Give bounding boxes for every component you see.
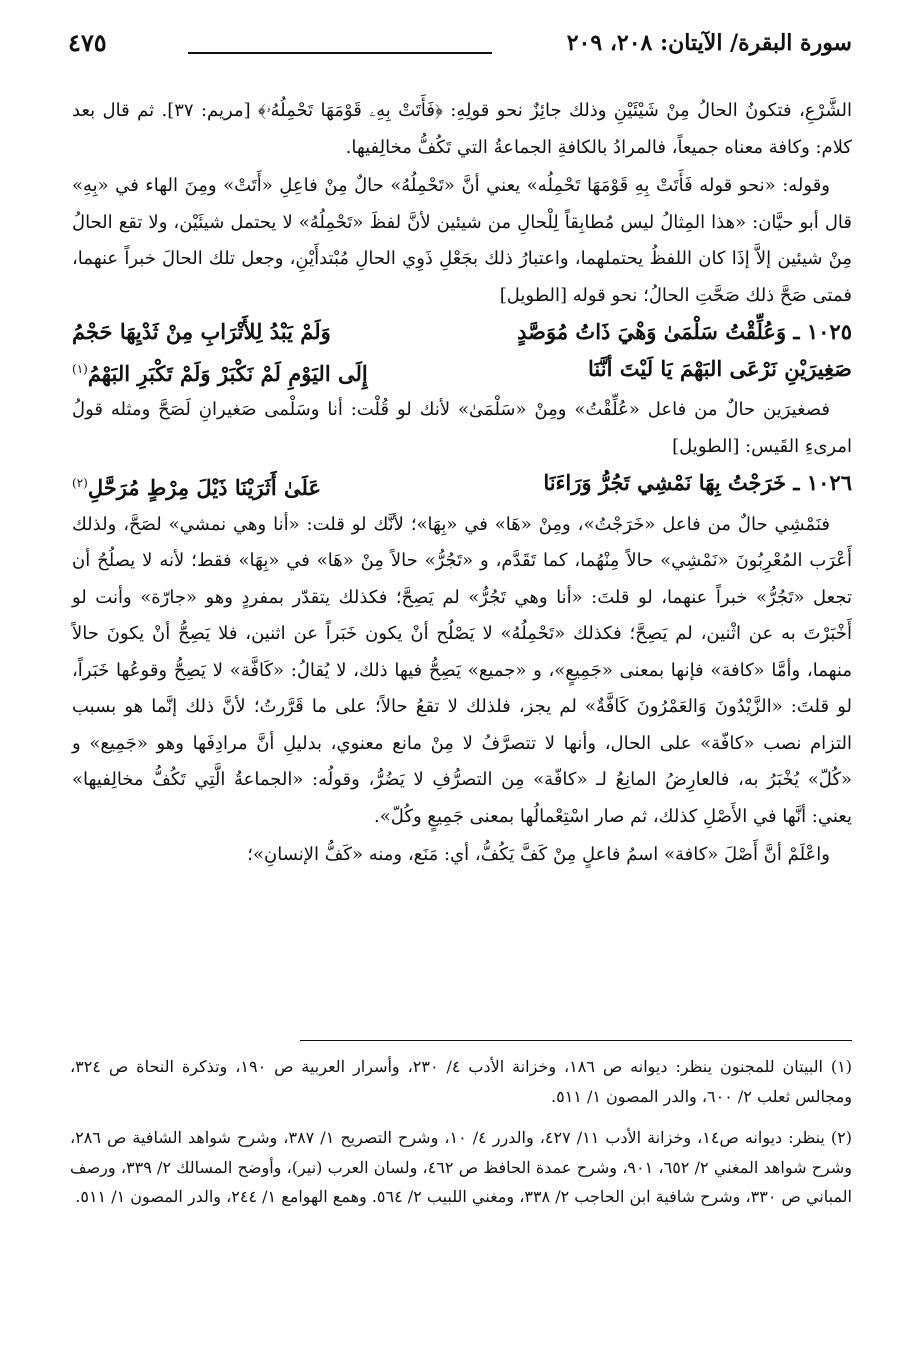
footnote-1: (١) البيتان للمجنون ينظر: ديوانه ص ١٨٦، وخزانة الأدب ٤/ ٢٣٠، وأسرار العربية ص ١٩٠، وتذكرة النحاة ص ٣٢٤، ومجالس ثعلب ٢/ ٦٠٠، والدر المصون ١/ ٥١١. bbox=[70, 1057, 853, 1106]
paragraph-5: واعْلَمْ أنَّ أَصْلَ «كافة» اسمُ فاعلٍ مِنْ كَفَّ يَكُفُّ، أي: مَنَع، ومنه «كَفُّ الإنسانِ»؛ bbox=[247, 844, 830, 865]
page-number: ٤٧٥ bbox=[68, 28, 107, 57]
footnote-ref-1: (١) bbox=[72, 361, 88, 376]
verse-1025-fourth-hemistich bbox=[72, 351, 368, 393]
running-title: سورة البقرة/ الآيتان: ٢٠٨، ٢٠٩ bbox=[566, 30, 852, 56]
header-rule bbox=[188, 52, 492, 54]
verse-1026-line bbox=[72, 465, 852, 507]
verse-1025-first-hemistich: ١٠٢٥ ـ وَعُلِّقْتُ سَلْمَىٰ وَهْيَ ذَاتُ مُوَصَّدٍ bbox=[517, 319, 852, 344]
verse-1025-line-1 bbox=[72, 314, 852, 351]
paragraph-1: الشَّرْعِ، فتكونُ الحالُ مِنْ شَيْئَيْنِ وذلك جائِزٌ نحو قولِهِ: ﴿فَأَتَتْ بِهِۦ قَوْمَهَا تَحْمِلُهُۥ﴾ [مريم: ٣٧]. ثم قال بعد كلام: وكافة معناه جميعاً، فالمرادُ بالكافةِ الجماعةُ التي تَكُفُّ مخالِفيها. bbox=[72, 100, 852, 158]
verse-1026-second-hemistich bbox=[72, 465, 321, 507]
verse-1025-second-hemistich: وَلَمْ يَبْدُ لِلأَتْرَابِ مِنْ ثَدْيِهَا حَجْمُ bbox=[72, 319, 331, 344]
verse-1026-second-text: عَلَىٰ أَثَرَيْنَا ذَيْلَ مِرْطٍ مُرَحَّلِ bbox=[87, 475, 321, 500]
paragraph-2: وقوله: «نحو قوله فَأَتَتْ بِهِ قَوْمَهَا تَحْمِلُه» يعني أنَّ «تَحْمِلُهُ» حالٌ مِنْ فاعِلِ «أَتَتْ» ومِنَ الهاء في «بِهِ» قال أبو حيَّان: «هذا المِثالُ ليس مُطابِقاً لِلْحالِ من شيئين لأنَّ لفظَ «تَحْمِلُهُ» لا يحتمل شيئَيْن، ولا تقع الحالُ مِنْ شيئين إلاَّ إذَا كان اللفظُ يحتملهما، واعتبارُ ذلك بجَعْلِ ذَوِي الحالِ مُبْتدأَيْنِ، وجعل تلك الحالَ خبراً عنهما، فمتى صَحَّ ذلك صَحَّتِ الحالُ؛ نحو قوله [الطويل] bbox=[72, 175, 852, 306]
paragraph-3: فصغيرَين حالٌ من فاعل «عُلِّقْتُ» ومِنْ «سَلْمَىٰ» لأنك لو قُلْت: أنا وسَلْمى صَغيرانِ لَصَحَّ ومثله قولُ امرىءِ القَيس: [الطويل] bbox=[72, 399, 852, 457]
footnotes bbox=[70, 1052, 852, 1224]
main-text bbox=[72, 93, 852, 874]
paragraph-4: فنَمْشِي حالٌ من فاعل «خَرَجْتُ»، ومِنْ «هَا» في «بِهَا»؛ لأنَّك لو قلت: «أنا وهي نمشي» لصَحَّ، ولذلك أَعْرَب المُعْرِبُونَ «نَمْشِي» حالاً مِنْهُما، كما تَقَدَّم، و «تَجُرُّ» حالاً مِنْ «هَا» في «بِهَا» فقط؛ لأنه لا يصلُحُ أن تجعل «تَجُرُّ» خبراً عنهما، لو قلتَ: «أنا وهي تَجُرُّ» لم يَصِحَّ؛ فكذلك يتقدّر بمفردٍ وهو «جارّة» وأنت لو أَخْبَرْتَ به عن اثْنين، لم يَصِحَّ؛ فكذلك «تَحْمِلُهُ» لا يَصْلُح أنْ يكون خَبَراً عن اثنين، فلا يَصِحُّ أنْ يكونَ حالاً منهما، وأمَّا «كافة» فإنها بمعنى «جَمِيعٍ»، و «جميع» يَصِحُّ فيها ذلك، لا يُقالُ: «كَافَّة» لا يَصِحُّ وقوعُها خَبَراً، لو قلتَ: «الزَّيْدُونَ وَالعَمْرُونَ كَافَّةٌ» لم يجز، فلذلك لا تقعُ حالاً؛ على ما قَرَّرتُ؛ لأنَّ ذلك إنَّما هو بسبب التزام نصب «كافّة» على الحال، وأنها لا تتصرَّفُ لا مِنْ مانع معنوي، بدليلِ أنَّ مرادِفَها وهو «جَمِيع» و «كُلّ» يُخْبَرُ به، فالعارِضُ المانِعُ لـ «كافّة» مِن التصرُّفِ لا يَضُرُّ، وقولُه: «الجماعةُ الَّتِي تَكُفُّ مخالِفيها» يعني: أنَّها في الأَصْلِ كذلك، ثم صار اسْتِعْمالُها بمعنى جَمِيعٍ وكُلّ». bbox=[72, 513, 853, 827]
footnote-rule bbox=[300, 1040, 852, 1041]
verse-1026-first-hemistich: ١٠٢٦ ـ خَرَجْتُ بِهَا نَمْشِي تَجُرُّ وَرَاءَنَا bbox=[543, 470, 852, 495]
footnote-2: (٢) ينظر: ديوانه ص١٤، وخزانة الأدب ١١/ ٤٢٧، والدرر ٤/ ١٠، وشرح التصريح ١/ ٣٨٧، وشرح شواهد الشافية ص ٢٨٦، وشرح شواهد المغني ٢/ ٦٥٢، ٩٠١، وشرح عمدة الحافظ ص ٤٦٢، ولسان العرب (نير)، وأوضح المسالك ٢/ ٣٣٩، ورصف المباني ص ٣٣٠، وشرح شافية ابن الحاجب ٢/ ٣٣٨، ومغني اللبيب ٢/ ٥٦٤. وهمع الهوامع ١/ ٢٤٤، والدر المصون ١/ ٥١١. bbox=[70, 1128, 853, 1206]
verse-1025-fourth-text: إِلَى اليَوْمِ لَمْ نَكْبَرْ وَلَمْ تَكْبَرِ البَهْمُ bbox=[87, 360, 368, 386]
verse-1025-third-hemistich: صَغِيرَيْنِ نَرْعَى البَهْمَ يَا لَيْتَ أنَّنَا bbox=[588, 355, 852, 381]
page-header bbox=[68, 26, 852, 66]
verse-1025-line-2 bbox=[72, 351, 852, 393]
footnote-ref-2: (٢) bbox=[72, 476, 88, 490]
